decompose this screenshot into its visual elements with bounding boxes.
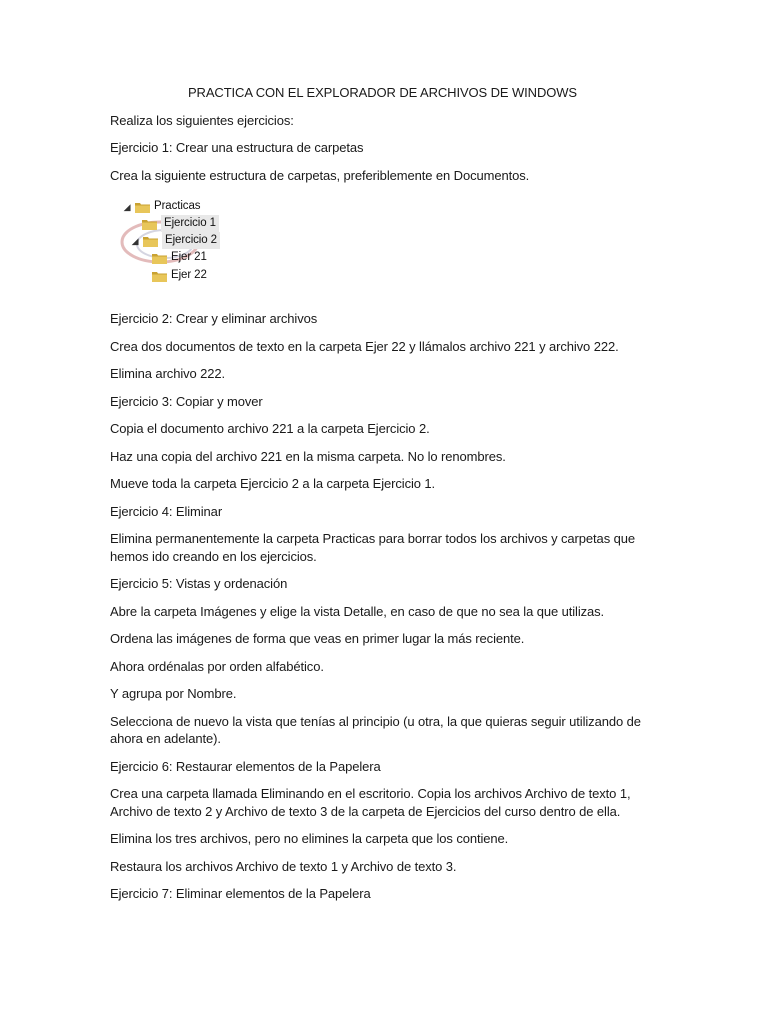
folder-icon <box>142 218 157 230</box>
exercise-1-text: Crea la siguiente estructura de carpetas, preferiblemente en Documentos. <box>110 167 530 183</box>
expand-arrow-icon: ◢ <box>123 201 131 212</box>
exercise-5-text: Ordena las imágenes de forma que veas en primer lugar la más reciente. <box>110 631 525 646</box>
folder-tree-image <box>120 198 320 290</box>
exercise-6-text: Crea una carpeta llamada Eliminando en el escritorio. Copia los archivos Archivo de texto 1, Archivo de texto 2 y Archivo de texto 3 de la carpeta de Ejercicios del curso dentro de ella. <box>110 786 631 819</box>
exercise-1-heading: Ejercicio 1: Crear una estructura de carpetas <box>110 140 364 155</box>
exercise-3-text: Haz una copia del archivo 221 en la misma carpeta. No lo renombres. <box>110 448 506 464</box>
exercise-4-text: Elimina permanentemente la carpeta Practicas para borrar todos los archivos y carpetas que hemos ido creando en los ejercicios. <box>110 531 635 564</box>
exercise-3-text: Copia el documento archivo 221 a la carpeta Ejercicio 2. <box>110 421 430 436</box>
exercise-6-heading: Ejercicio 6: Restaurar elementos de la Papelera <box>110 758 381 774</box>
exercise-3-heading: Ejercicio 3: Copiar y mover <box>110 393 263 409</box>
tree-node-ejercicio-2 <box>130 232 220 249</box>
expand-arrow-icon: ◢ <box>131 235 139 246</box>
folder-icon <box>143 235 158 247</box>
exercise-5-text: Abre la carpeta Imágenes y elige la vista Detalle, en caso de que no sea la que utilizas. <box>110 603 605 619</box>
folder-icon <box>152 252 167 264</box>
document-body <box>110 84 655 913</box>
tree-node-ejer-22 <box>152 267 207 284</box>
tree-label-ejercicio-2: Ejercicio 2 <box>162 232 220 250</box>
folder-icon <box>135 201 150 213</box>
tree-node-ejer-21 <box>152 249 207 266</box>
exercise-5-text: Ahora ordénalas por orden alfabético. <box>110 658 324 674</box>
exercise-7-heading: Ejercicio 7: Eliminar elementos de la Papelera <box>110 886 371 901</box>
tree-label-practicas: Practicas <box>154 199 201 212</box>
exercise-5-heading: Ejercicio 5: Vistas y ordenación <box>110 576 288 591</box>
tree-node-ejercicio-1 <box>142 215 219 232</box>
intro-text: Realiza los siguientes ejercicios: <box>110 112 294 128</box>
exercise-6-text: Restaura los archivos Archivo de texto 1 y Archivo de texto 3. <box>110 858 457 874</box>
exercise-2-heading: Ejercicio 2: Crear y eliminar archivos <box>110 311 318 326</box>
document-title: PRACTICA CON EL EXPLORADOR DE ARCHIVOS DE WINDOWS <box>187 85 578 100</box>
tree-label-ejer-22: Ejer 22 <box>171 268 207 281</box>
exercise-5-text: Y agrupa por Nombre. <box>110 686 237 701</box>
exercise-2-text: Crea dos documentos de texto en la carpeta Ejer 22 y llámalos archivo 221 y archivo 222. <box>110 338 619 354</box>
exercise-5-text: Selecciona de nuevo la vista que tenías al principio (u otra, la que quieras seguir utilizando de ahora en adelante). <box>110 713 641 746</box>
exercise-2-text: Elimina archivo 222. <box>110 366 226 381</box>
exercise-3-text: Mueve toda la carpeta Ejercicio 2 a la carpeta Ejercicio 1. <box>110 476 436 491</box>
tree-node-practicas <box>122 198 200 215</box>
exercise-4-heading: Ejercicio 4: Eliminar <box>110 503 223 519</box>
tree-label-ejer-21: Ejer 21 <box>171 250 207 263</box>
tree-label-ejercicio-1: Ejercicio 1 <box>161 215 219 233</box>
folder-icon <box>152 270 167 282</box>
exercise-6-text: Elimina los tres archivos, pero no elimines la carpeta que los contiene. <box>110 831 509 846</box>
